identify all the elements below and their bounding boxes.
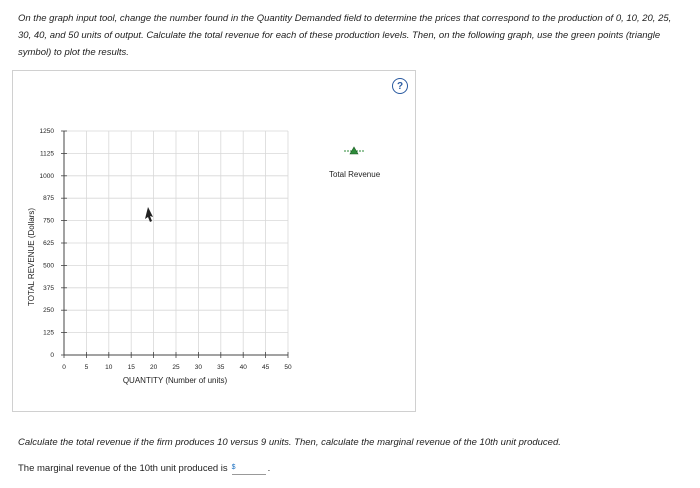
y-tick-label: 500 xyxy=(43,262,54,270)
answer-suffix: . xyxy=(267,463,271,474)
revenue-graph xyxy=(13,71,415,411)
marginal-revenue-input[interactable] xyxy=(232,462,266,475)
grid xyxy=(64,131,288,355)
help-icon[interactable]: ? xyxy=(392,78,408,94)
x-tick-label: 35 xyxy=(217,364,225,371)
y-tick-label: 750 xyxy=(43,217,54,225)
x-tick-label: 15 xyxy=(127,364,135,371)
instructions-text: On the graph input tool, change the number found in the Quantity Demanded field to determine the prices that correspond to the production of 0, 10, 20, 25, 30, 40, and 50 units of output. Calculate the total revenue for each of these production levels. Then, on the following graph, use the green points (triangle symbol) to plot the results. xyxy=(18,13,672,58)
y-tick-label: 375 xyxy=(43,284,54,292)
x-tick-label: 25 xyxy=(172,364,180,371)
y-tick-label: 250 xyxy=(43,307,54,315)
currency-symbol: $ xyxy=(231,464,236,471)
answer-prefix: The marginal revenue of the 10th unit produced is xyxy=(18,463,228,474)
y-axis-label: TOTAL REVENUE (Dollars) xyxy=(27,207,36,307)
legend-label: Total Revenue xyxy=(329,170,381,179)
y-tick-label: 625 xyxy=(43,240,54,247)
y-tick-label: 1125 xyxy=(40,150,54,158)
x-tick-label: 5 xyxy=(84,364,89,371)
y-tick-label: 125 xyxy=(43,329,54,337)
axes xyxy=(61,131,288,358)
x-tick-label: 40 xyxy=(239,364,247,371)
y-tick-label: 875 xyxy=(43,195,54,203)
x-tick-label: 50 xyxy=(284,364,292,371)
answer-row xyxy=(18,462,270,475)
x-tick-label: 30 xyxy=(194,364,203,371)
x-tick-label: 0 xyxy=(62,364,66,371)
x-tick-label: 45 xyxy=(261,364,270,371)
legend-triangle-tool[interactable] xyxy=(344,147,364,154)
question-text: Calculate the total revenue if the firm produces 10 versus 9 units. Then, calculate the marginal revenue of the 10th unit produced. xyxy=(18,437,561,448)
x-axis-label: QUANTITY (Number of units) xyxy=(122,376,228,385)
y-tick-label: 1250 xyxy=(39,128,54,135)
x-tick-label: 10 xyxy=(105,364,113,371)
y-tick-label: 0 xyxy=(50,352,54,359)
cursor-icon xyxy=(145,207,153,222)
y-tick-label: 1000 xyxy=(39,172,54,180)
x-tick-label: 20 xyxy=(149,364,158,371)
tick-labels xyxy=(40,128,292,371)
graph-panel xyxy=(12,70,416,412)
